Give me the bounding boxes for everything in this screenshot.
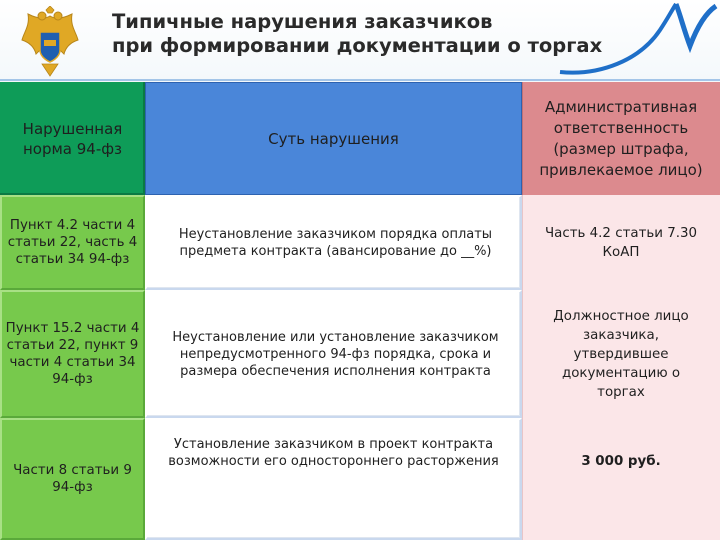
header-liability: Административная ответственность (размер штрафа, привлекаемое лицо) <box>539 97 703 179</box>
header-essence: Суть нарушения <box>268 129 399 148</box>
row-1-liability: Часть 4.2 статьи 7.30 КоАП <box>544 225 698 260</box>
row-2-liability: Должностное лицо заказчика, утвердившее документацию о торгах <box>553 308 689 400</box>
row-2-norm: Пункт 15.2 части 4 статьи 22, пункт 9 части 4 статьи 34 94-фз <box>5 321 140 387</box>
header-norm: Нарушенная норма 94-фз <box>22 119 123 158</box>
page-title <box>112 10 652 58</box>
title-line-2: при формировании документации о торгах <box>112 34 603 57</box>
row-3-essence: Установление заказчиком в проект контракта возможности его одностороннего расторжения <box>168 437 499 469</box>
eagle-emblem-icon <box>18 6 82 78</box>
row-1-norm: Пункт 4.2 части 4 статьи 22, часть 4 статьи 34 94-фз <box>7 218 138 267</box>
row-1-essence: Неустановление заказчиком порядка оплаты предмета контракта (авансирование до __%) <box>178 226 493 259</box>
title-line-1: Типичные нарушения заказчиков <box>112 10 493 33</box>
row-2-essence: Неустановление или установление заказчиком непредусмотренного 94-фз порядка, срока и размера обеспечения исполнения контракта <box>172 329 499 379</box>
row-3-norm: Части 8 статьи 9 94-фз <box>13 463 132 495</box>
row-3-liability: 3 000 руб. <box>581 454 661 469</box>
